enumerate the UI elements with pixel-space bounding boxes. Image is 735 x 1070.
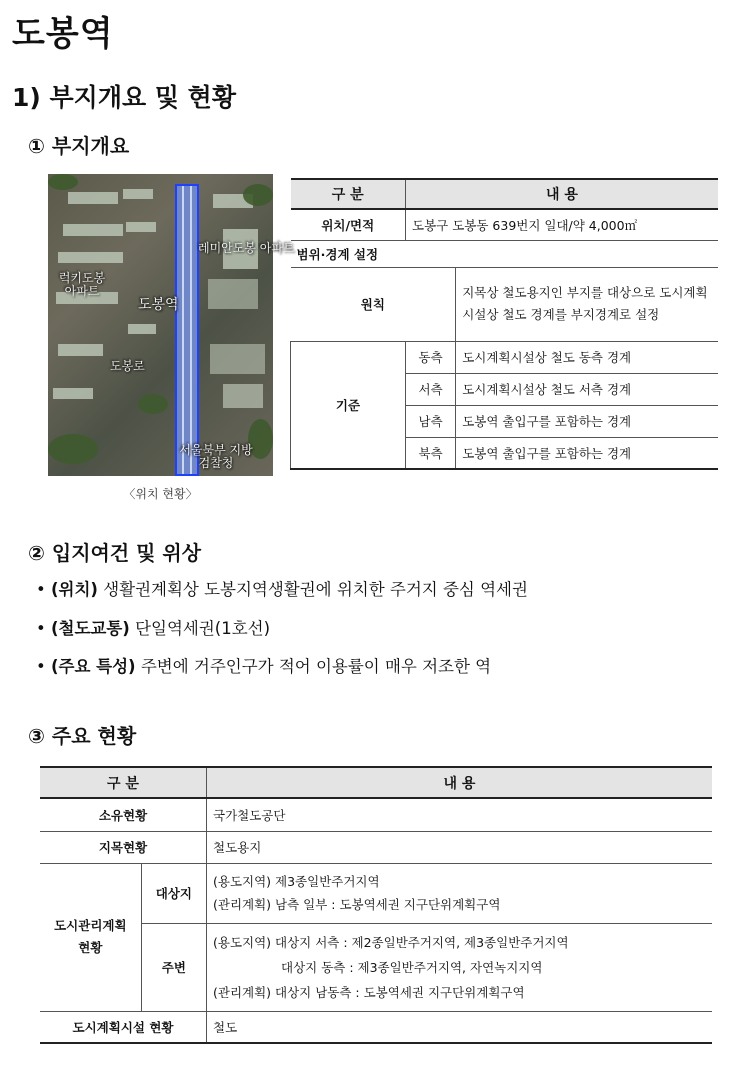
row-value: 도시계획시설상 철도 동측 경계 — [456, 341, 718, 373]
row-value: 지목상 철도용지인 부지를 대상으로 도시계획시설상 철도 경계를 부지경계로 설정 — [456, 267, 718, 341]
row-value: 철도 — [207, 1011, 713, 1043]
station-boundary — [175, 184, 199, 476]
table-header: 구 분 — [291, 179, 406, 209]
subsection-heading: ① 부지개요 — [28, 134, 130, 158]
row-label: 주변 — [141, 923, 206, 1011]
row-label: 기준 — [291, 341, 406, 469]
row-label: 지목현황 — [40, 831, 207, 863]
row-value: (용도지역) 대상지 서측 : 제2종일반주거지역, 제3종일반주거지역 대상지 동측 : 제3종일반주거지역, 자연녹지지역 (관리계획) 대상지 남동측 : 도봉역세권 지구단위계획구역 — [207, 923, 713, 1011]
status-table — [40, 766, 712, 1044]
section-label: 범위·경계 설정 — [291, 240, 719, 267]
table-header: 내 용 — [207, 767, 713, 798]
row-label: 소유현황 — [40, 798, 207, 831]
map-label: 서울북부 지방검찰청 — [179, 443, 253, 470]
table-header: 구 분 — [40, 767, 207, 798]
row-label: 도시계획시설 현황 — [40, 1011, 207, 1043]
row-label: 도시관리계획 현황 — [40, 863, 141, 1011]
direction-label: 동측 — [406, 341, 456, 373]
subsection-heading: ② 입지여건 및 위상 — [28, 541, 202, 565]
map-label: 도봉로 — [110, 359, 145, 373]
row-label: 위치/면적 — [291, 209, 406, 240]
site-overview-table — [290, 178, 718, 470]
map-caption: 〈위치 현황〉 — [123, 487, 198, 501]
map-label: 럭키도봉 아파트 — [58, 271, 106, 298]
direction-label: 북측 — [406, 437, 456, 469]
aerial-map — [48, 174, 295, 476]
row-label: 대상지 — [141, 863, 206, 923]
page-title: 도봉역 — [12, 14, 114, 54]
row-value: 도봉역 출입구를 포함하는 경계 — [456, 437, 718, 469]
row-value: 도시계획시설상 철도 서측 경계 — [456, 373, 718, 405]
subsection-heading: ③ 주요 현황 — [28, 724, 137, 748]
row-value: (용도지역) 제3종일반주거지역 (관리계획) 남측 일부 : 도봉역세권 지구단위계획구역 — [207, 863, 713, 923]
bullet-item: • (위치) 생활권계획상 도봉지역생활권에 위치한 주거지 중심 역세권 — [36, 580, 528, 599]
row-value: 도봉구 도봉동 639번지 일대/약 4,000㎡ — [406, 209, 718, 240]
direction-label: 남측 — [406, 405, 456, 437]
map-label: 레미안도봉 아파트 — [198, 241, 295, 255]
row-label: 원칙 — [291, 267, 456, 341]
row-value: 국가철도공단 — [207, 798, 713, 831]
row-value: 도봉역 출입구를 포함하는 경계 — [456, 405, 718, 437]
direction-label: 서측 — [406, 373, 456, 405]
row-value: 철도용지 — [207, 831, 713, 863]
map-label: 도봉역 — [138, 297, 179, 313]
section-heading: 1) 부지개요 및 현황 — [12, 83, 236, 112]
bullet-item: • (철도교통) 단일역세권(1호선) — [36, 619, 271, 638]
bullet-item: • (주요 특성) 주변에 거주인구가 적어 이용률이 매우 저조한 역 — [36, 657, 492, 676]
table-header: 내 용 — [406, 179, 718, 209]
